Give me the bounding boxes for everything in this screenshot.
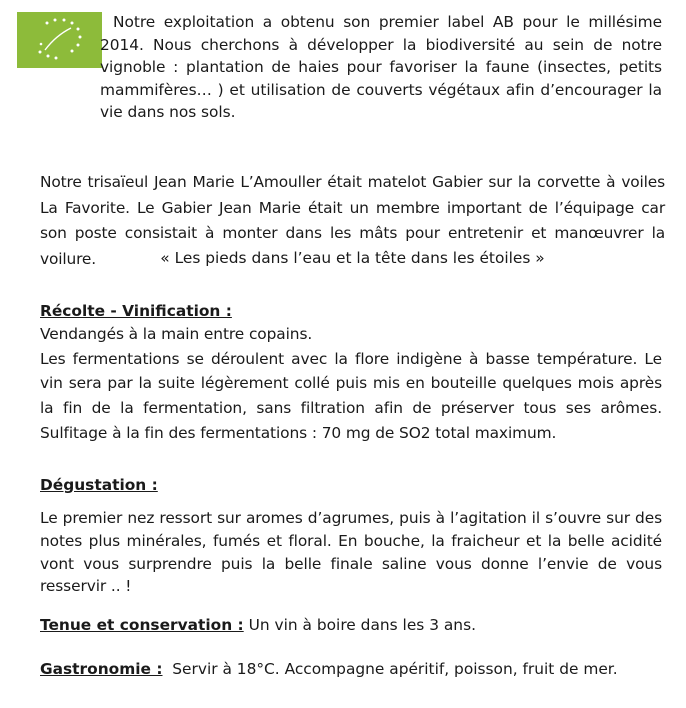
gastronomie-text: Servir à 18°C. Accompagne apéritif, poisson, fruit de mer. [162, 660, 618, 678]
history-paragraph: Notre trisaïeul Jean Marie L’Amouller était matelot Gabier sur la corvette à voiles La Favorite. Le Gabier Jean Marie était un membre important de l’équipage car son poste consistait à monter dans les mâts pour entretenir et manœuvrer la voilure. [40, 173, 665, 268]
gastronomie-label: Gastronomie : [40, 660, 163, 678]
organic-label-paragraph: Notre exploitation a obtenu son premier label AB pour le millésime 2014. Nous cherchons à développer la biodiversité au sein de notre vignoble : plantation de haies pour favoriser la faune (insectes, petits mammifères… ) et utilisation de couverts végétaux afin d’encourager la vie dans nos sols. [100, 13, 662, 121]
organic-leaf-logo-icon [17, 12, 102, 68]
recolte-section-title: Récolte - Vinification : [40, 302, 232, 320]
quote-line: « Les pieds dans l’eau et la tête dans les étoiles » [160, 249, 545, 267]
degustation-paragraph: Le premier nez ressort sur aromes d’agrumes, puis à l’agitation il s’ouvre sur des notes plus minérales, fumés et floral. En bouche, la fraicheur et la belle acidité vont vous surprendre puis la belle finale saline vous donne l’envie de vous resservir .. ! [40, 509, 662, 596]
recolte-paragraph [40, 322, 662, 446]
tenue-text: Un vin à boire dans les 3 ans. [243, 616, 476, 634]
tenue-line [40, 614, 476, 636]
recolte-body: Les fermentations se déroulent avec la flore indigène à basse température. Le vin sera par la suite légèrement collé puis mis en bouteille quelques mois après la fin de la fermentation, sans filtration afin de préserver tous ses arômes. Sulfitage à la fin des fermentations : 70 mg de SO2 total maximum. [40, 349, 662, 442]
gastronomie-line [40, 658, 618, 680]
tenue-label: Tenue et conservation : [40, 616, 244, 634]
recolte-first-line: Vendangés à la main entre copains. [40, 325, 313, 343]
degustation-section-title: Dégustation : [40, 476, 158, 494]
